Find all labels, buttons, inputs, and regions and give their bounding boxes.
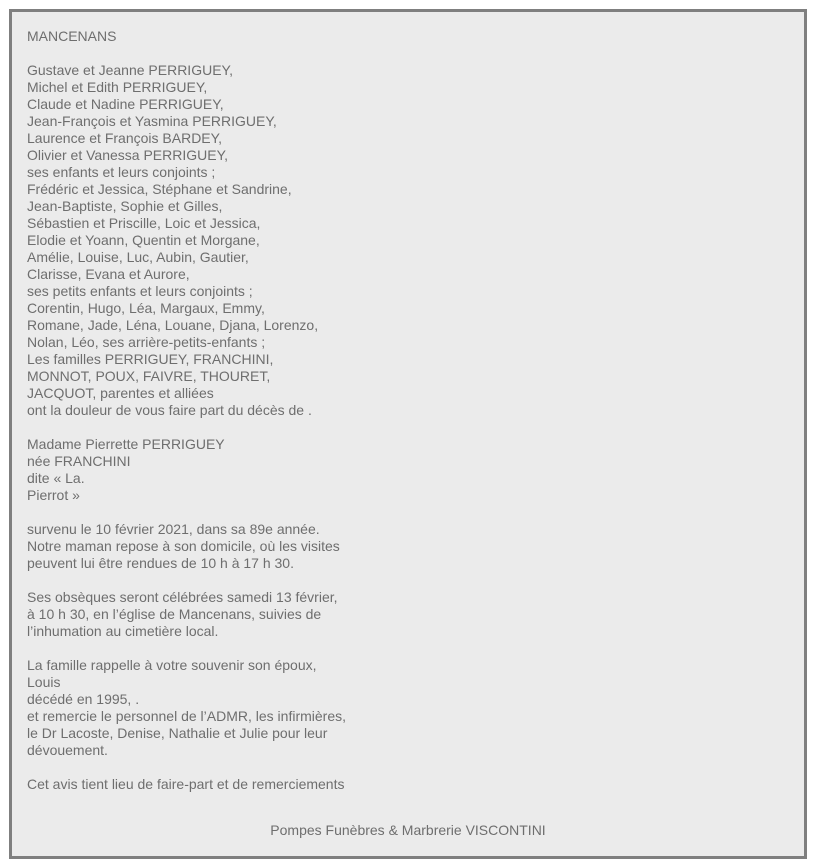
deceased-line: Pierrot »: [27, 487, 80, 503]
announcer-line: Sébastien et Priscille, Loic et Jessica,: [27, 215, 261, 231]
deceased-line: dite « La.: [27, 470, 85, 486]
announcer-line: JACQUOT, parentes et alliées: [27, 385, 214, 401]
announcer-line: MONNOT, POUX, FAIVRE, THOURET,: [27, 368, 271, 384]
funeral-home-signature: Pompes Funèbres & Marbrerie VISCONTINI: [270, 822, 546, 838]
remembrance-line: et remercie le personnel de l’ADMR, les infirmières,: [27, 708, 346, 724]
announcer-line: Jean-Baptiste, Sophie et Gilles,: [27, 198, 223, 214]
deceased-block: [27, 436, 787, 504]
announcer-line: Romane, Jade, Léna, Louane, Djana, Lorenzo,: [27, 317, 319, 333]
announcer-line: ses petits enfants et leurs conjoints ;: [27, 283, 253, 299]
remembrance-line: dévouement.: [27, 742, 108, 758]
announcer-line: Laurence et François BARDEY,: [27, 130, 223, 146]
announcer-line: Gustave et Jeanne PERRIGUEY,: [27, 62, 233, 78]
remembrance-line: le Dr Lacoste, Denise, Nathalie et Julie pour leur: [27, 725, 328, 741]
death-info-line: Notre maman repose à son domicile, où les visites: [27, 538, 340, 554]
deceased-line: née FRANCHINI: [27, 453, 131, 469]
death-info-block: [27, 521, 787, 572]
death-info-line: survenu le 10 février 2021, dans sa 89e année.: [27, 521, 320, 537]
announcer-line: Claude et Nadine PERRIGUEY,: [27, 96, 224, 112]
announcer-line: Corentin, Hugo, Léa, Margaux, Emmy,: [27, 300, 265, 316]
announcer-line: Frédéric et Jessica, Stéphane et Sandrine,: [27, 181, 292, 197]
announcers-block: [27, 62, 787, 419]
closing-block: [27, 776, 787, 793]
announcer-line: Jean-François et Yasmina PERRIGUEY,: [27, 113, 277, 129]
remembrance-block: [27, 657, 787, 759]
deceased-line: Madame Pierrette PERRIGUEY: [27, 436, 225, 452]
notice-body: [27, 28, 787, 810]
announcer-line: Elodie et Yoann, Quentin et Morgane,: [27, 232, 260, 248]
funeral-line: l’inhumation au cimetière local.: [27, 623, 219, 639]
remembrance-line: Louis: [27, 674, 61, 690]
funeral-line: Ses obsèques seront célébrées samedi 13 février,: [27, 589, 338, 605]
announcer-line: Clarisse, Evana et Aurore,: [27, 266, 190, 282]
announcer-line: Olivier et Vanessa PERRIGUEY,: [27, 147, 229, 163]
remembrance-line: décédé en 1995, .: [27, 691, 140, 707]
remembrance-line: La famille rappelle à votre souvenir son époux,: [27, 657, 317, 673]
funeral-block: [27, 589, 787, 640]
obituary-notice-card: [9, 9, 807, 859]
announcer-line: Michel et Edith PERRIGUEY,: [27, 79, 208, 95]
death-info-line: peuvent lui être rendues de 10 h à 17 h 30.: [27, 555, 294, 571]
closing-line: Cet avis tient lieu de faire-part et de remerciements: [27, 776, 345, 792]
funeral-line: à 10 h 30, en l’église de Mancenans, suivies de: [27, 606, 322, 622]
town-name: MANCENANS: [27, 28, 117, 44]
announcer-line: Les familles PERRIGUEY, FRANCHINI,: [27, 351, 274, 367]
town-heading: [27, 28, 787, 45]
announcer-line: ses enfants et leurs conjoints ;: [27, 164, 216, 180]
announcer-line: ont la douleur de vous faire part du décès de .: [27, 402, 312, 418]
announcer-line: Nolan, Léo, ses arrière-petits-enfants ;: [27, 334, 266, 350]
announcer-line: Amélie, Louise, Luc, Aubin, Gautier,: [27, 249, 249, 265]
